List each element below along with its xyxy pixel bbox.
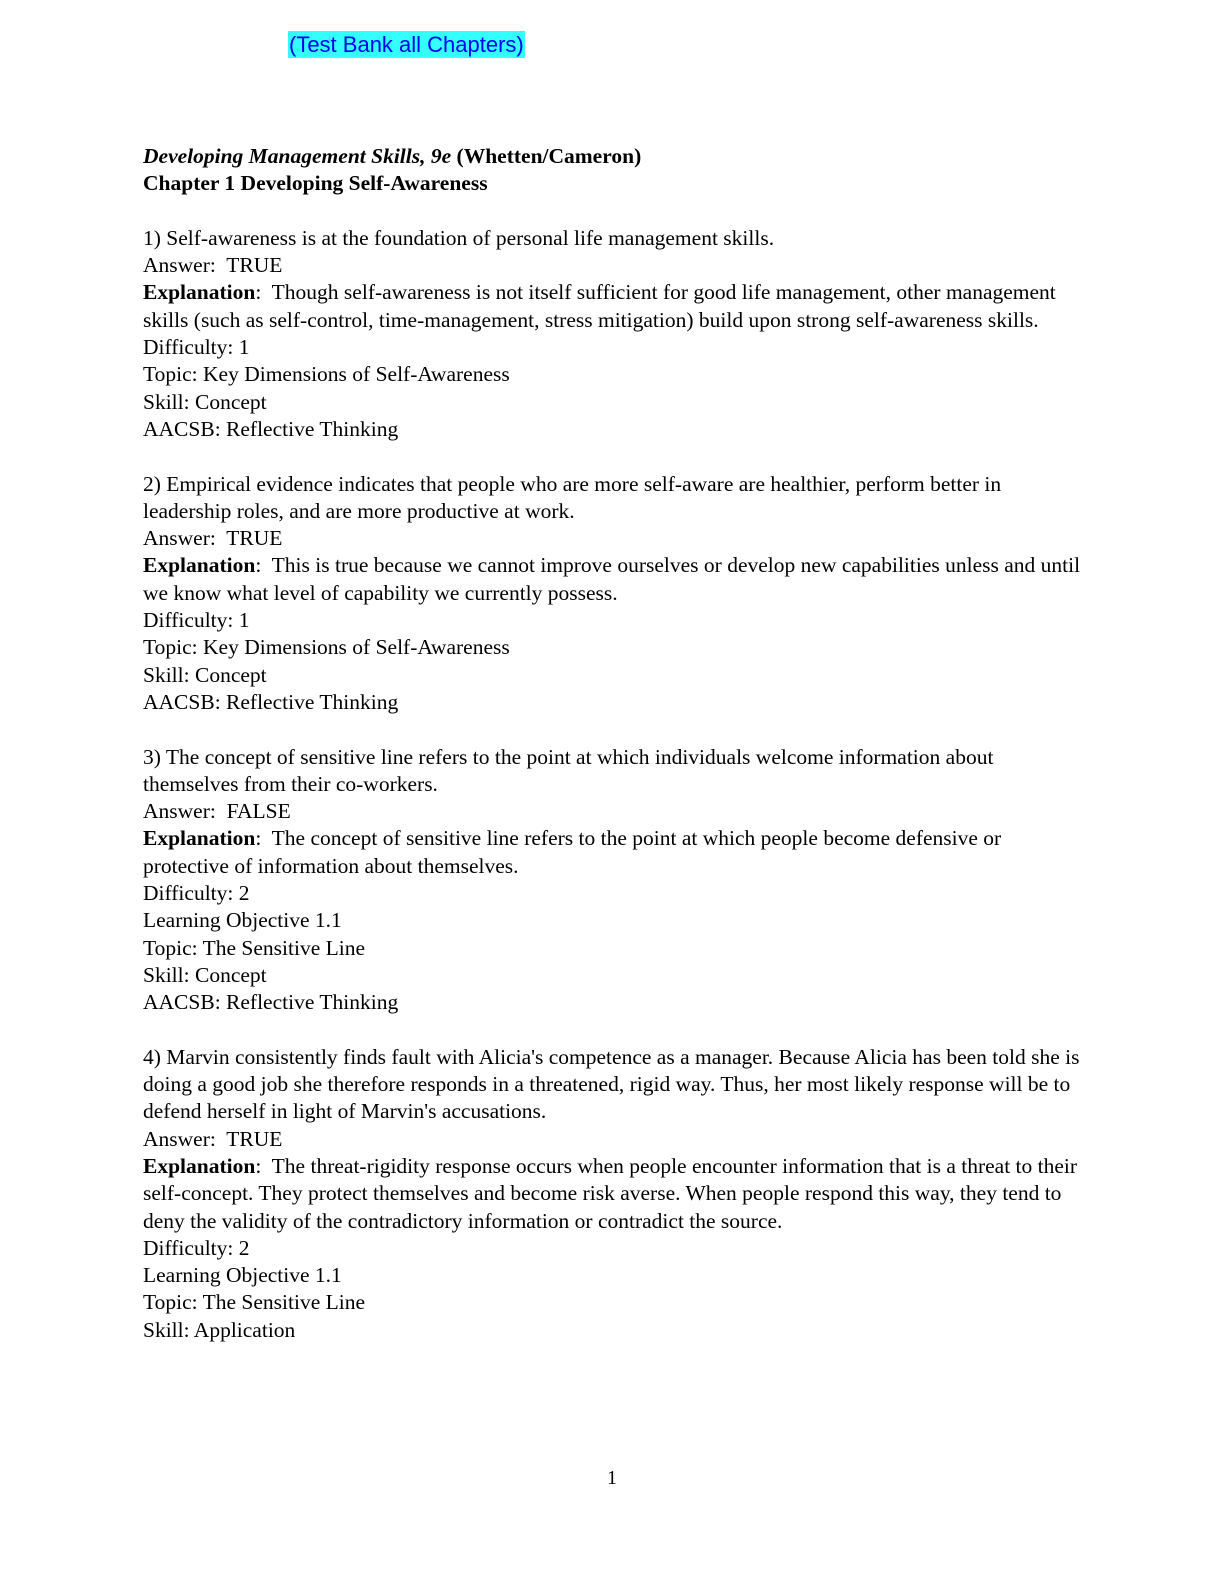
explanation-label: Explanation (143, 826, 256, 851)
meta-line: Topic: The Sensitive Line (143, 1290, 366, 1315)
answer-line (143, 525, 1083, 552)
answer-value: TRUE (226, 526, 283, 551)
meta-line: AACSB: Reflective Thinking (143, 689, 399, 714)
answer-line (143, 1126, 1083, 1153)
answer-value: FALSE (226, 799, 291, 824)
meta-line: Skill: Concept (143, 962, 267, 987)
meta-line: AACSB: Reflective Thinking (143, 990, 399, 1015)
question-item (143, 1044, 1083, 1344)
explanation-label: Explanation (143, 280, 256, 305)
question-item (143, 744, 1083, 1017)
meta-line: Learning Objective 1.1 (143, 1263, 342, 1288)
test-bank-banner: (Test Bank all Chapters) (289, 32, 524, 57)
meta-line: Skill: Concept (143, 389, 267, 414)
answer-line (143, 798, 1083, 825)
question-text: 4) Marvin consistently finds fault with Alicia's competence as a manager. Because Alicia has been told she is doing a good job she therefore responds in a threatened, rigid way. Thus, her most likely response will be to defend herself in light of Marvin's accusations. (143, 1044, 1080, 1124)
answer-value: TRUE (226, 1126, 283, 1151)
question-item (143, 471, 1083, 717)
meta-line: Difficulty: 1 (143, 335, 250, 360)
explanation: Explanation: This is true because we cannot improve ourselves or develop new capabilities unless and until we know what level of capability we currently possess. (143, 553, 1081, 605)
question-item (143, 225, 1083, 443)
answer-label: Answer: (143, 253, 216, 278)
meta-line: Topic: The Sensitive Line (143, 935, 366, 960)
meta-line: AACSB: Reflective Thinking (143, 416, 399, 441)
meta-line: Topic: Key Dimensions of Self-Awareness (143, 635, 510, 660)
explanation-label: Explanation (143, 553, 256, 578)
meta-line: Difficulty: 1 (143, 608, 250, 633)
book-authors: (Whetten/Cameron) (456, 144, 642, 168)
meta-line: Difficulty: 2 (143, 1235, 250, 1260)
question-text: 2) Empirical evidence indicates that people who are more self-aware are healthier, perform better in leadership roles, and are more productive at work. (143, 471, 1002, 523)
answer-value: TRUE (226, 253, 283, 278)
explanation: Explanation: The threat-rigidity response occurs when people encounter information that is a threat to their self-concept. They protect themselves and become risk averse. When people respond this way, they tend to deny the validity of the contradictory information or contradict the source. (143, 1153, 1078, 1233)
meta-line: Skill: Application (143, 1317, 296, 1342)
explanation-text: The threat-rigidity response occurs when people encounter information that is a threat to their self-concept. They protect themselves and become risk averse. When people respond this way, they tend to deny the validity of the contradictory information or contradict the source. (143, 1153, 1078, 1233)
question-text: 3) The concept of sensitive line refers to the point at which individuals welcome information about themselves from their co-workers. (143, 744, 994, 796)
meta-line: Topic: Key Dimensions of Self-Awareness (143, 362, 510, 387)
answer-line (143, 252, 1083, 279)
explanation-text: Though self-awareness is not itself sufficient for good life management, other management skills (such as self-control, time-management, stress mitigation) build upon strong self-awareness skills. (143, 280, 1056, 332)
answer-label: Answer: (143, 799, 216, 824)
explanation-label: Explanation (143, 1153, 256, 1178)
meta-line: Skill: Concept (143, 662, 267, 687)
answer-label: Answer: (143, 1126, 216, 1151)
answer-label: Answer: (143, 526, 216, 551)
question-text: 1) Self-awareness is at the foundation of personal life management skills. (143, 225, 775, 250)
explanation-text: The concept of sensitive line refers to the point at which people become defensive or protective of information about themselves. (143, 826, 1002, 878)
meta-line: Difficulty: 2 (143, 881, 250, 906)
explanation: Explanation: The concept of sensitive line refers to the point at which people become defensive or protective of information about themselves. (143, 826, 1002, 878)
book-title: Developing Management Skills, 9e (143, 144, 452, 168)
book-header (143, 143, 1083, 170)
explanation: Explanation: Though self-awareness is not itself sufficient for good life management, other management skills (such as self-control, time-management, stress mitigation) build upon strong self-awareness skills. (143, 280, 1056, 332)
chapter-title: Chapter 1 Developing Self-Awareness (143, 171, 488, 196)
meta-line: Learning Objective 1.1 (143, 908, 342, 933)
page-number: 1 (607, 1467, 617, 1489)
explanation-text: This is true because we cannot improve ourselves or develop new capabilities unless and until we know what level of capability we currently possess. (143, 553, 1081, 605)
document-body (143, 143, 1083, 1344)
